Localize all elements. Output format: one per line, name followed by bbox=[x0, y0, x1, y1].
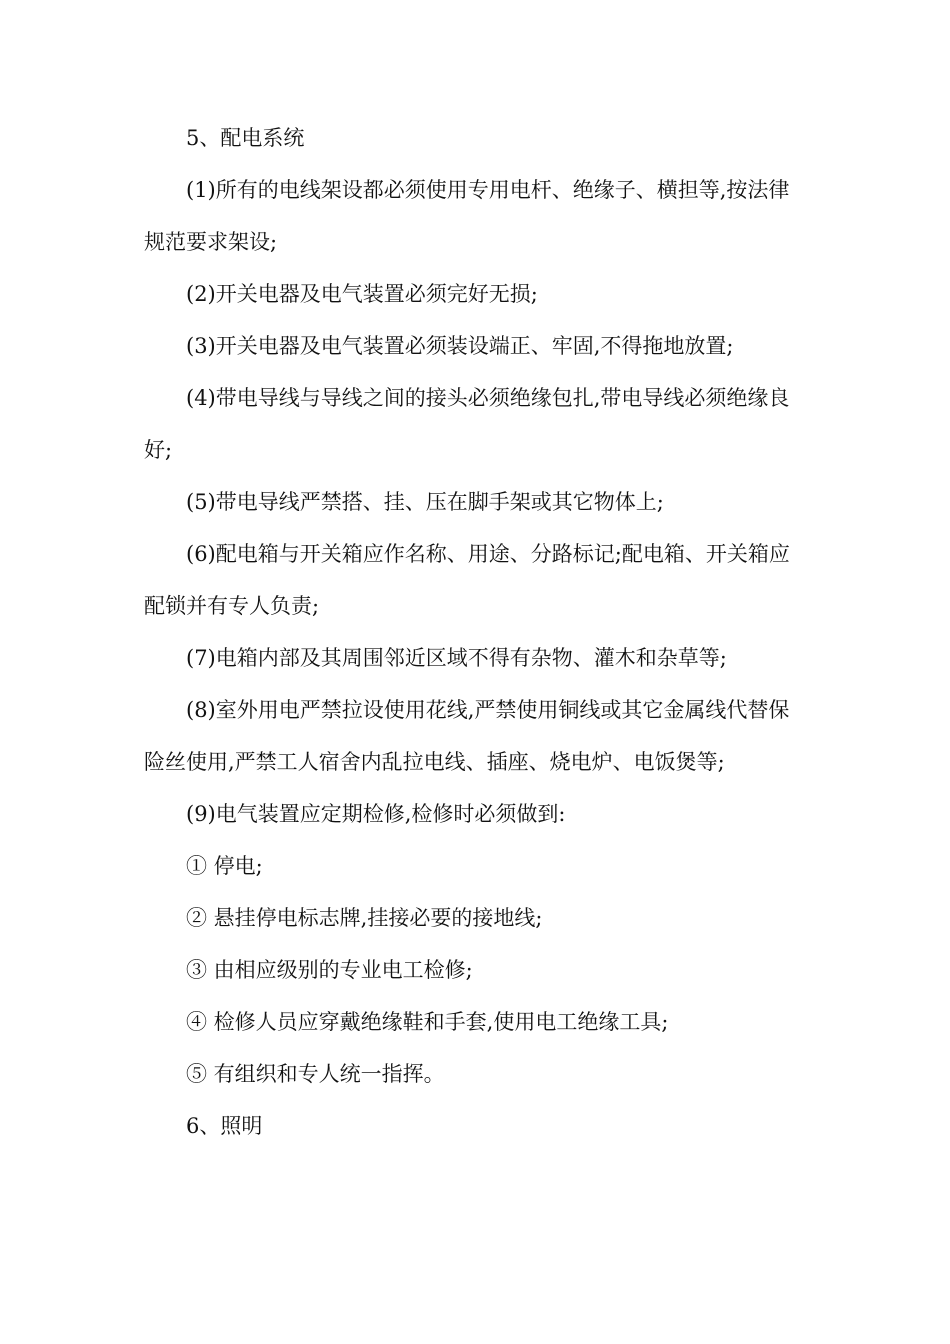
paragraph-item-3: (3)开关电器及电气装置必须装设端正、牢固,不得拖地放置; bbox=[186, 334, 734, 358]
paragraph-item-6: (6)配电箱与开关箱应作名称、用途、分路标记;配电箱、开关箱应配锁并有专人负责; bbox=[144, 542, 790, 618]
paragraph-item-5: (5)带电导线严禁搭、挂、压在脚手架或其它物体上; bbox=[186, 490, 664, 514]
section-heading-power-distribution: 5、配电系统 bbox=[186, 126, 305, 150]
sub-item-5: ⑤ 有组织和专人统一指挥。 bbox=[186, 1062, 445, 1086]
paragraph-item-9: (9)电气装置应定期检修,检修时必须做到: bbox=[186, 802, 566, 826]
document-body bbox=[144, 112, 804, 1152]
paragraph-item-4: (4)带电导线与导线之间的接头必须绝缘包扎,带电导线必须绝缘良好; bbox=[144, 386, 790, 462]
paragraph-item-7: (7)电箱内部及其周围邻近区域不得有杂物、灌木和杂草等; bbox=[186, 646, 727, 670]
paragraph-item-1: (1)所有的电线架设都必须使用专用电杆、绝缘子、横担等,按法律规范要求架设; bbox=[144, 178, 790, 254]
sub-item-4: ④ 检修人员应穿戴绝缘鞋和手套,使用电工绝缘工具; bbox=[186, 1010, 669, 1034]
sub-item-3: ③ 由相应级别的专业电工检修; bbox=[186, 958, 473, 982]
paragraph-item-8: (8)室外用电严禁拉设使用花线,严禁使用铜线或其它金属线代替保险丝使用,严禁工人宿舍内乱拉电线、插座、烧电炉、电饭煲等; bbox=[144, 698, 790, 774]
section-heading-lighting: 6、照明 bbox=[186, 1114, 263, 1138]
paragraph-item-2: (2)开关电器及电气装置必须完好无损; bbox=[186, 282, 538, 306]
sub-item-1: ① 停电; bbox=[186, 854, 263, 878]
sub-item-2: ② 悬挂停电标志牌,挂接必要的接地线; bbox=[186, 906, 543, 930]
